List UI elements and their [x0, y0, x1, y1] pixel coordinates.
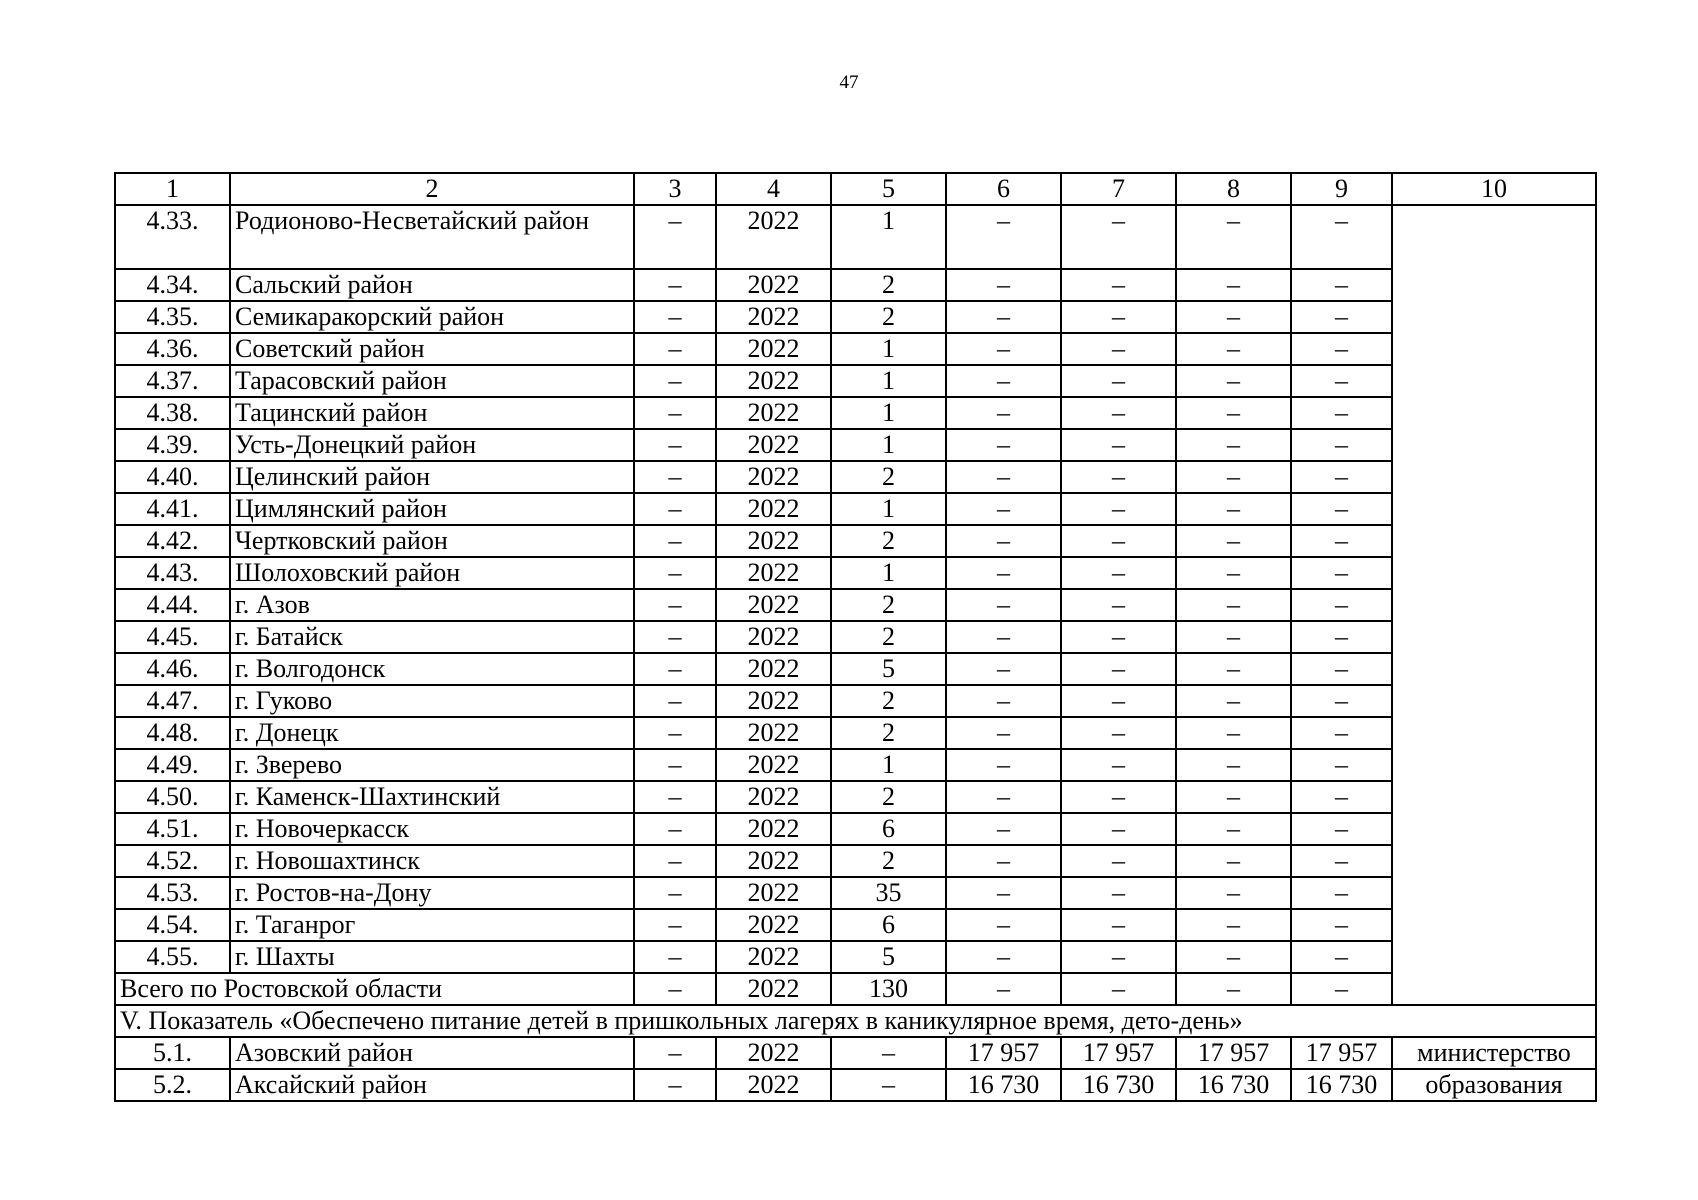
territory-name: Чертковский район [230, 525, 634, 557]
value-cell-c4: 2022 [716, 1037, 831, 1069]
value-cell-c5: 2 [831, 621, 946, 653]
value-cell-c8: – [1176, 589, 1291, 621]
value-cell-c9: – [1291, 333, 1392, 365]
value-cell-c7: 17 957 [1061, 1037, 1176, 1069]
table-row [115, 397, 1596, 429]
value-cell-c4: 2022 [716, 1069, 831, 1101]
row-number: 4.47. [115, 685, 230, 717]
value-cell-c7: – [1061, 205, 1176, 269]
row-number: 4.41. [115, 493, 230, 525]
value-cell-c3: – [634, 557, 716, 589]
value-cell-c3: – [634, 717, 716, 749]
territory-name: Цимлянский район [230, 493, 634, 525]
value-cell-c7: – [1061, 717, 1176, 749]
territory-name: г. Новочеркасск [230, 813, 634, 845]
header-cell: 1 [115, 173, 230, 205]
territory-name: Советский район [230, 333, 634, 365]
value-cell-c6: – [946, 685, 1061, 717]
value-cell-c6: – [946, 301, 1061, 333]
value-cell-c9: – [1291, 717, 1392, 749]
value-cell-c9: 16 730 [1291, 1069, 1392, 1101]
value-cell-c4: 2022 [716, 269, 831, 301]
value-cell-c5: 1 [831, 397, 946, 429]
row-number: 4.50. [115, 781, 230, 813]
value-cell-c8: – [1176, 493, 1291, 525]
total-value-c5: 130 [831, 973, 946, 1005]
total-value-c9: – [1291, 973, 1392, 1005]
value-cell-c5: 2 [831, 525, 946, 557]
territory-name: г. Новошахтинск [230, 845, 634, 877]
territory-name: г. Донецк [230, 717, 634, 749]
value-cell-c9: – [1291, 845, 1392, 877]
value-cell-c9: – [1291, 525, 1392, 557]
total-value-c3: – [634, 973, 716, 1005]
value-cell-c8: – [1176, 749, 1291, 781]
value-cell-c3: – [634, 653, 716, 685]
row-number: 5.2. [115, 1069, 230, 1101]
value-cell-c6: – [946, 397, 1061, 429]
value-cell-c5: 2 [831, 269, 946, 301]
value-cell-c9: – [1291, 205, 1392, 269]
territory-name: г. Гуково [230, 685, 634, 717]
table-row [115, 333, 1596, 365]
value-cell-c3: – [634, 365, 716, 397]
value-cell-c7: – [1061, 493, 1176, 525]
row-number: 4.40. [115, 461, 230, 493]
header-cell: 9 [1291, 173, 1392, 205]
value-cell-c3: – [634, 781, 716, 813]
value-cell-c9: 17 957 [1291, 1037, 1392, 1069]
table-row [115, 941, 1596, 973]
value-cell-c3: – [634, 845, 716, 877]
value-cell-c7: – [1061, 301, 1176, 333]
value-cell-c8: 17 957 [1176, 1037, 1291, 1069]
table-row [115, 301, 1596, 333]
value-cell-c9: – [1291, 653, 1392, 685]
value-cell-c4: 2022 [716, 493, 831, 525]
value-cell-c5: 1 [831, 333, 946, 365]
value-cell-c4: 2022 [716, 909, 831, 941]
value-cell-c5: 1 [831, 557, 946, 589]
value-cell-c8: – [1176, 781, 1291, 813]
value-cell-c5: 6 [831, 909, 946, 941]
value-cell-c4: 2022 [716, 685, 831, 717]
value-cell-c5: 2 [831, 685, 946, 717]
row-number: 5.1. [115, 1037, 230, 1069]
row-number: 4.52. [115, 845, 230, 877]
value-cell-c6: – [946, 333, 1061, 365]
value-cell-c4: 2022 [716, 429, 831, 461]
row-number: 4.51. [115, 813, 230, 845]
value-cell-c4: 2022 [716, 557, 831, 589]
row-number: 4.34. [115, 269, 230, 301]
territory-name: Сальский район [230, 269, 634, 301]
value-cell-c3: – [634, 749, 716, 781]
territory-name: Шолоховский район [230, 557, 634, 589]
value-cell-c8: – [1176, 333, 1291, 365]
value-cell-c8: – [1176, 301, 1291, 333]
value-cell-c8: – [1176, 365, 1291, 397]
indicator-table [114, 172, 1597, 1102]
table-row [115, 781, 1596, 813]
value-cell-c5: 1 [831, 749, 946, 781]
value-cell-c6: – [946, 813, 1061, 845]
value-cell-c9: – [1291, 909, 1392, 941]
value-cell-c6: – [946, 589, 1061, 621]
total-value-c8: – [1176, 973, 1291, 1005]
row-number: 4.36. [115, 333, 230, 365]
value-cell-c6: – [946, 493, 1061, 525]
value-cell-c6: – [946, 365, 1061, 397]
value-cell-c8: – [1176, 205, 1291, 269]
value-cell-c8: – [1176, 269, 1291, 301]
row-number: 4.49. [115, 749, 230, 781]
value-cell-c7: – [1061, 653, 1176, 685]
value-cell-c6: 17 957 [946, 1037, 1061, 1069]
value-cell-c8: – [1176, 557, 1291, 589]
value-cell-c4: 2022 [716, 749, 831, 781]
value-cell-c5: 2 [831, 845, 946, 877]
value-cell-c4: 2022 [716, 461, 831, 493]
value-cell-c5: 1 [831, 365, 946, 397]
territory-name: г. Волгодонск [230, 653, 634, 685]
value-cell-c5: 2 [831, 301, 946, 333]
table-row [115, 589, 1596, 621]
row-number: 4.43. [115, 557, 230, 589]
territory-name: Тарасовский район [230, 365, 634, 397]
value-cell-c9: – [1291, 269, 1392, 301]
value-cell-c3: – [634, 685, 716, 717]
value-cell-c4: 2022 [716, 397, 831, 429]
value-cell-c7: – [1061, 813, 1176, 845]
value-cell-c9: – [1291, 557, 1392, 589]
table-row [115, 749, 1596, 781]
value-cell-c7: – [1061, 909, 1176, 941]
value-cell-c6: 16 730 [946, 1069, 1061, 1101]
value-cell-c7: – [1061, 749, 1176, 781]
value-cell-c8: – [1176, 461, 1291, 493]
value-cell-c3: – [634, 1037, 716, 1069]
value-cell-c8: – [1176, 397, 1291, 429]
value-cell-c8: – [1176, 845, 1291, 877]
total-label: Всего по Ростовской области [115, 973, 634, 1005]
value-cell-c5: 5 [831, 653, 946, 685]
responsible-cell: образования [1392, 1069, 1596, 1101]
header-row [115, 173, 1596, 205]
value-cell-c9: – [1291, 397, 1392, 429]
total-value-c6: – [946, 973, 1061, 1005]
value-cell-c9: – [1291, 685, 1392, 717]
value-cell-c4: 2022 [716, 301, 831, 333]
value-cell-c9: – [1291, 365, 1392, 397]
value-cell-c8: – [1176, 653, 1291, 685]
table-row [115, 1037, 1596, 1069]
value-cell-c6: – [946, 909, 1061, 941]
header-cell: 8 [1176, 173, 1291, 205]
table-row [115, 909, 1596, 941]
value-cell-c9: – [1291, 813, 1392, 845]
value-cell-c5: 5 [831, 941, 946, 973]
value-cell-c6: – [946, 525, 1061, 557]
value-cell-c3: – [634, 589, 716, 621]
territory-name: Родионово-Несветайский район [230, 205, 634, 269]
value-cell-c4: 2022 [716, 621, 831, 653]
table-row [115, 621, 1596, 653]
value-cell-c8: – [1176, 909, 1291, 941]
value-cell-c4: 2022 [716, 941, 831, 973]
table-row [115, 269, 1596, 301]
value-cell-c7: – [1061, 845, 1176, 877]
table-row [115, 525, 1596, 557]
territory-name: Усть-Донецкий район [230, 429, 634, 461]
value-cell-c7: – [1061, 589, 1176, 621]
territory-name: Тацинский район [230, 397, 634, 429]
total-value-c7: – [1061, 973, 1176, 1005]
value-cell-c5: 2 [831, 781, 946, 813]
table-row [115, 1069, 1596, 1101]
responsible-cell: министерство [1392, 1037, 1596, 1069]
value-cell-c9: – [1291, 589, 1392, 621]
header-cell: 5 [831, 173, 946, 205]
value-cell-c8: – [1176, 685, 1291, 717]
value-cell-c6: – [946, 653, 1061, 685]
total-row [115, 973, 1596, 1005]
value-cell-c6: – [946, 749, 1061, 781]
value-cell-c3: – [634, 621, 716, 653]
header-cell: 2 [230, 173, 634, 205]
table-row [115, 493, 1596, 525]
value-cell-c3: – [634, 429, 716, 461]
row-number: 4.48. [115, 717, 230, 749]
section-title: V. Показатель «Обеспечено питание детей в пришкольных лагерях в каникулярное время, дето-день» [115, 1005, 1596, 1037]
territory-name: г. Зверево [230, 749, 634, 781]
territory-name: г. Азов [230, 589, 634, 621]
value-cell-c6: – [946, 877, 1061, 909]
value-cell-c3: – [634, 333, 716, 365]
value-cell-c7: – [1061, 333, 1176, 365]
row-number: 4.33. [115, 205, 230, 269]
territory-name: г. Каменск-Шахтинский [230, 781, 634, 813]
value-cell-c6: – [946, 781, 1061, 813]
value-cell-c4: 2022 [716, 845, 831, 877]
value-cell-c6: – [946, 621, 1061, 653]
value-cell-c5: 2 [831, 717, 946, 749]
value-cell-c7: – [1061, 621, 1176, 653]
value-cell-c5: 6 [831, 813, 946, 845]
territory-name: Семикаракорский район [230, 301, 634, 333]
value-cell-c3: – [634, 1069, 716, 1101]
table-row [115, 653, 1596, 685]
value-cell-c7: – [1061, 941, 1176, 973]
value-cell-c3: – [634, 877, 716, 909]
value-cell-c7: – [1061, 525, 1176, 557]
value-cell-c4: 2022 [716, 205, 831, 269]
value-cell-c9: – [1291, 621, 1392, 653]
territory-name: г. Таганрог [230, 909, 634, 941]
value-cell-c9: – [1291, 429, 1392, 461]
territory-name: г. Шахты [230, 941, 634, 973]
value-cell-c6: – [946, 269, 1061, 301]
value-cell-c5: – [831, 1069, 946, 1101]
row-number: 4.35. [115, 301, 230, 333]
header-cell: 7 [1061, 173, 1176, 205]
page-number: 47 [839, 72, 859, 93]
value-cell-c9: – [1291, 749, 1392, 781]
row-number: 4.45. [115, 621, 230, 653]
table-row [115, 557, 1596, 589]
territory-name: г. Батайск [230, 621, 634, 653]
value-cell-c6: – [946, 461, 1061, 493]
value-cell-c6: – [946, 557, 1061, 589]
header-cell: 6 [946, 173, 1061, 205]
value-cell-c3: – [634, 301, 716, 333]
value-cell-c4: 2022 [716, 781, 831, 813]
value-cell-c5: 1 [831, 205, 946, 269]
value-cell-c3: – [634, 461, 716, 493]
value-cell-c3: – [634, 205, 716, 269]
value-cell-c9: – [1291, 461, 1392, 493]
row-number: 4.39. [115, 429, 230, 461]
value-cell-c7: – [1061, 365, 1176, 397]
table-row [115, 429, 1596, 461]
value-cell-c7: – [1061, 685, 1176, 717]
value-cell-c6: – [946, 429, 1061, 461]
value-cell-c4: 2022 [716, 653, 831, 685]
value-cell-c4: 2022 [716, 525, 831, 557]
value-cell-c8: 16 730 [1176, 1069, 1291, 1101]
header-cell: 4 [716, 173, 831, 205]
value-cell-c7: – [1061, 397, 1176, 429]
value-cell-c8: – [1176, 813, 1291, 845]
value-cell-c8: – [1176, 941, 1291, 973]
value-cell-c3: – [634, 525, 716, 557]
value-cell-c7: – [1061, 429, 1176, 461]
row-number: 4.42. [115, 525, 230, 557]
table-row [115, 365, 1596, 397]
table-row [115, 877, 1596, 909]
header-cell: 10 [1392, 173, 1596, 205]
value-cell-c3: – [634, 493, 716, 525]
value-cell-c7: – [1061, 269, 1176, 301]
total-value-c4: 2022 [716, 973, 831, 1005]
value-cell-c7: – [1061, 557, 1176, 589]
value-cell-c9: – [1291, 493, 1392, 525]
table-row [115, 685, 1596, 717]
row-number: 4.38. [115, 397, 230, 429]
row-number: 4.54. [115, 909, 230, 941]
table-row [115, 717, 1596, 749]
value-cell-c7: – [1061, 781, 1176, 813]
value-cell-c4: 2022 [716, 365, 831, 397]
value-cell-c3: – [634, 397, 716, 429]
territory-name: г. Ростов-на-Дону [230, 877, 634, 909]
value-cell-c4: 2022 [716, 877, 831, 909]
value-cell-c3: – [634, 269, 716, 301]
territory-name: Целинский район [230, 461, 634, 493]
value-cell-c4: 2022 [716, 717, 831, 749]
value-cell-c9: – [1291, 781, 1392, 813]
row-number: 4.53. [115, 877, 230, 909]
value-cell-c5: 2 [831, 589, 946, 621]
row-number: 4.46. [115, 653, 230, 685]
value-cell-c4: 2022 [716, 333, 831, 365]
header-cell: 3 [634, 173, 716, 205]
value-cell-c6: – [946, 941, 1061, 973]
row-number: 4.44. [115, 589, 230, 621]
value-cell-c8: – [1176, 877, 1291, 909]
row-number: 4.37. [115, 365, 230, 397]
value-cell-c8: – [1176, 717, 1291, 749]
table-row [115, 813, 1596, 845]
value-cell-c6: – [946, 205, 1061, 269]
value-cell-c4: 2022 [716, 813, 831, 845]
value-cell-c5: 2 [831, 461, 946, 493]
value-cell-c3: – [634, 941, 716, 973]
value-cell-c6: – [946, 717, 1061, 749]
value-cell-c4: 2022 [716, 589, 831, 621]
value-cell-c8: – [1176, 621, 1291, 653]
value-cell-c5: – [831, 1037, 946, 1069]
value-cell-c5: 1 [831, 429, 946, 461]
row-number: 4.55. [115, 941, 230, 973]
responsible-cell [1392, 205, 1596, 1005]
value-cell-c8: – [1176, 429, 1291, 461]
value-cell-c7: 16 730 [1061, 1069, 1176, 1101]
value-cell-c7: – [1061, 461, 1176, 493]
value-cell-c3: – [634, 813, 716, 845]
table-row [115, 845, 1596, 877]
territory-name: Азовский район [230, 1037, 634, 1069]
value-cell-c9: – [1291, 301, 1392, 333]
value-cell-c8: – [1176, 525, 1291, 557]
table-row [115, 461, 1596, 493]
section-header-row [115, 1005, 1596, 1037]
value-cell-c5: 35 [831, 877, 946, 909]
value-cell-c5: 1 [831, 493, 946, 525]
value-cell-c7: – [1061, 877, 1176, 909]
value-cell-c9: – [1291, 941, 1392, 973]
value-cell-c9: – [1291, 877, 1392, 909]
territory-name: Аксайский район [230, 1069, 634, 1101]
value-cell-c3: – [634, 909, 716, 941]
value-cell-c6: – [946, 845, 1061, 877]
table-row [115, 205, 1596, 269]
